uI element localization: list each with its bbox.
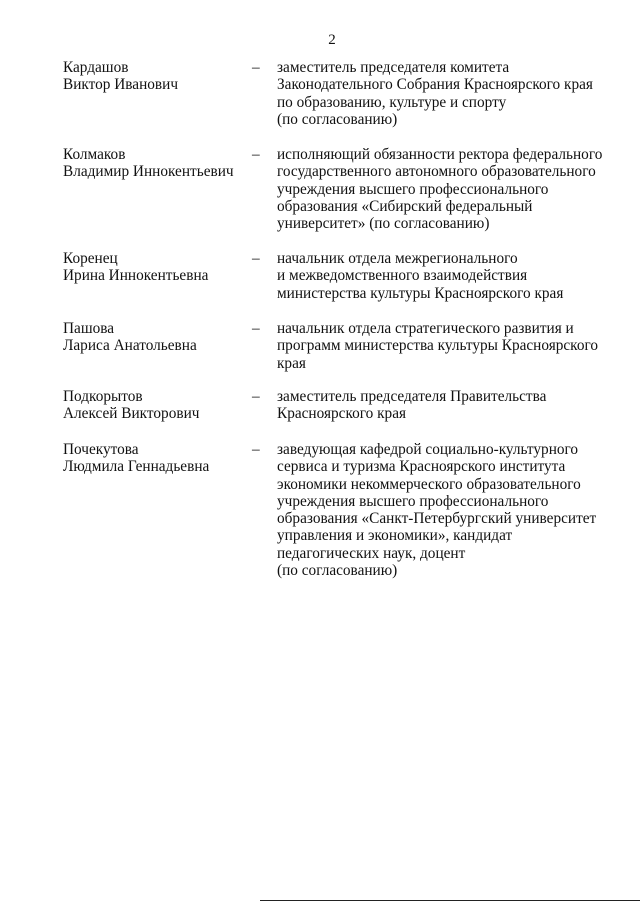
member-name: [63, 146, 248, 181]
separator-dash: –: [252, 146, 260, 163]
position-line: заместитель председателя Правительства: [277, 388, 547, 405]
position-line: (по согласованию): [277, 110, 398, 128]
position-line: и межведомственного взаимодействия: [277, 267, 528, 285]
position-line: края: [277, 354, 306, 372]
member-position: [277, 441, 617, 579]
member-surname: Подкорытов: [63, 388, 143, 405]
position-line: заместитель председателя комитета: [277, 59, 510, 76]
position-line: государственного автономного образовательного: [277, 163, 596, 181]
member-name: [63, 320, 248, 355]
member-surname: Колмаков: [63, 146, 126, 163]
member-surname: Коренец: [63, 250, 118, 267]
member-position: [277, 59, 617, 128]
member-name: [63, 441, 248, 476]
position-line: образования «Сибирский федеральный: [277, 197, 533, 215]
member-given-names: Людмила Геннадьевна: [63, 458, 210, 476]
separator-dash: –: [252, 59, 260, 76]
separator-dash: –: [252, 388, 260, 405]
position-line: сервиса и туризма Красноярского института: [277, 458, 566, 476]
position-line: экономики некоммерческого образовательного: [277, 475, 581, 493]
member-surname: Почекутова: [63, 441, 139, 458]
member-position: [277, 388, 617, 423]
member-name: [63, 250, 248, 285]
member-given-names: Владимир Иннокентьевич: [63, 163, 234, 181]
position-line: образования «Санкт-Петербургский университет: [277, 510, 597, 528]
bottom-divider-line: [260, 900, 640, 901]
member-given-names: Алексей Викторович: [63, 405, 200, 423]
position-line: управления и экономики», кандидат: [277, 527, 513, 545]
position-line: исполняющий обязанности ректора федерального: [277, 146, 603, 163]
member-surname: Кардашов: [63, 59, 129, 76]
member-surname: Пашова: [63, 320, 115, 337]
position-line: учреждения высшего профессионального: [277, 492, 549, 510]
member-given-names: Лариса Анатольевна: [63, 337, 197, 355]
position-line: начальник отдела стратегического развития и: [277, 320, 574, 337]
member-position: [277, 146, 617, 232]
member-position: [277, 320, 617, 372]
position-line: учреждения высшего профессионального: [277, 180, 549, 198]
page-number: 2: [328, 32, 336, 48]
position-line: Законодательного Собрания Красноярского края: [277, 76, 593, 94]
member-position: [277, 250, 617, 302]
position-line: Красноярского края: [277, 405, 407, 423]
member-name: [63, 59, 248, 94]
member-given-names: Ирина Иннокентьевна: [63, 267, 209, 285]
position-line: по образованию, культуре и спорту: [277, 93, 507, 111]
separator-dash: –: [252, 441, 260, 458]
member-given-names: Виктор Иванович: [63, 76, 179, 94]
position-line: университет» (по согласованию): [277, 215, 490, 233]
position-line: министерства культуры Красноярского края: [277, 284, 564, 302]
separator-dash: –: [252, 320, 260, 337]
position-line: педагогических наук, доцент: [277, 544, 466, 562]
position-line: программ министерства культуры Красноярского: [277, 337, 599, 355]
member-name: [63, 388, 248, 423]
position-line: начальник отдела межрегионального: [277, 250, 518, 267]
position-line: заведующая кафедрой социально-культурного: [277, 441, 579, 458]
separator-dash: –: [252, 250, 260, 267]
position-line: (по согласованию): [277, 562, 398, 580]
